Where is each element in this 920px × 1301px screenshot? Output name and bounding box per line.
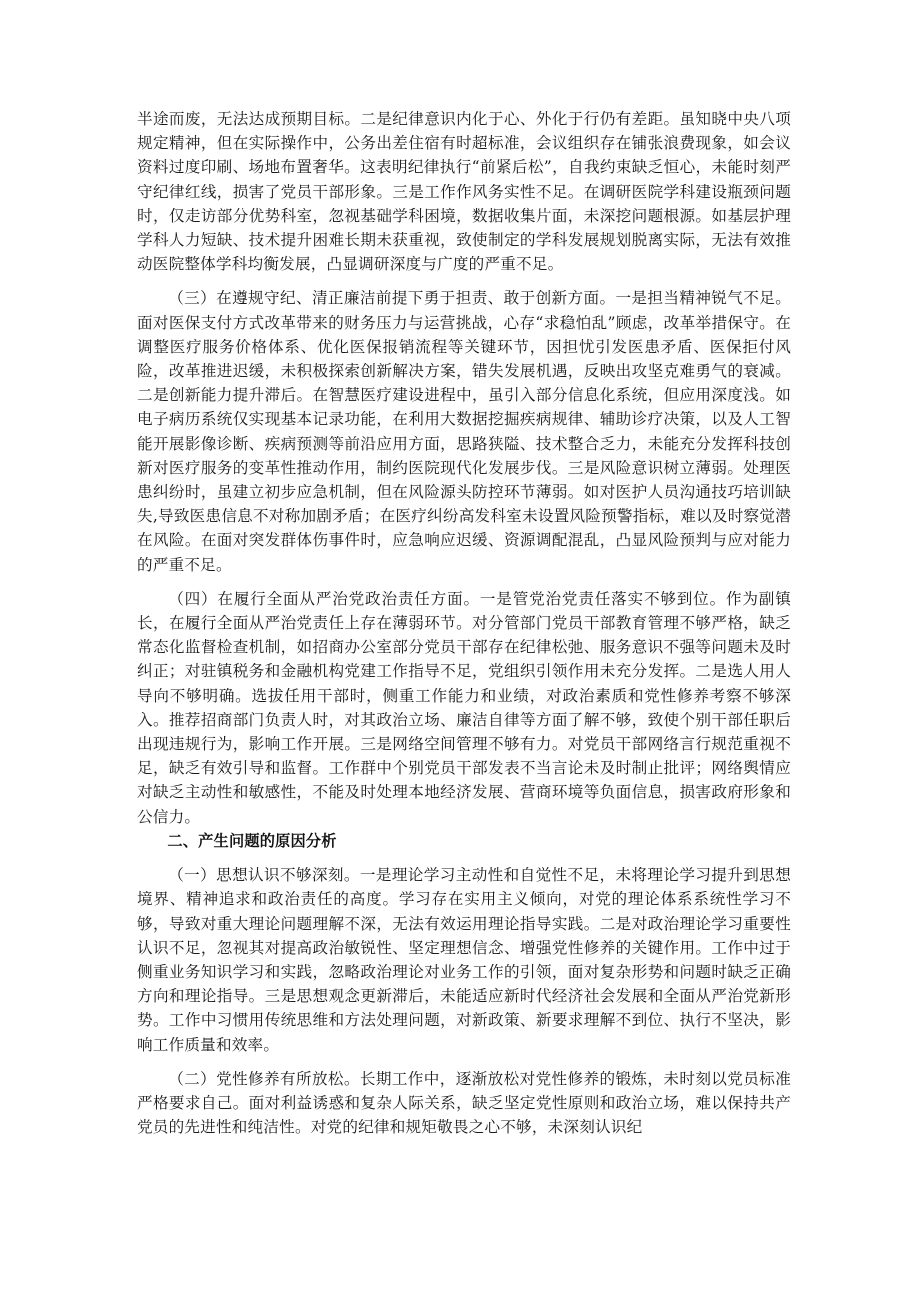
- paragraph-cause-1: （一）思想认识不够深刻。一是理论学习主动性和自觉性不足，未将理论学习提升到思想境界、精神追求和政治责任的高度。学习存在实用主义倾向，对党的理论体系系统性学习不够，导致对重大理论问题理解不深，无法有效运用理论指导实践。二是对政治理论学习重要性认识不足，忽视其对提高政治敏锐性、坚定理想信念、增强党性修养的关键作用。工作中过于侧重业务知识学习和实践，忽略政治理论对业务工作的引领，面对复杂形势和问题时缺乏正确方向和理论指导。三是思想观念更新滞后，未能适应新时代经济社会发展和全面从严治党新形势。工作中习惯用传统思维和方法处理问题，对新政策、新要求理解不到位、执行不坚决，影响工作质量和效率。: [137, 866, 791, 1054]
- paragraph-section-4: （四）在履行全面从严治党政治责任方面。一是管党治党责任落实不够到位。作为副镇长，在履行全面从严治党责任上存在薄弱环节。对分管部门党员干部教育管理不够严格，缺乏常态化监督检查机制，如招商办公室部分党员干部存在纪律松弛、服务意识不强等问题未及时纠正；对驻镇税务和金融机构党建工作指导不足，党组织引领作用未充分发挥。二是选人用人导向不够明确。选拔任用干部时，侧重工作能力和业绩，对政治素质和党性修养考察不够深入。推荐招商部门负责人时，对其政治立场、廉洁自律等方面了解不够，致使个别干部任职后出现违规行为，影响工作开展。三是网络空间管理不够有力。对党员干部网络言行规范重视不足，缺乏有效引导和监督。工作群中个别党员干部发表不当言论未及时制止批评；网络舆情应对缺乏主动性和敏感性，不能及时处理本地经济发展、营商环境等负面信息，损害政府形象和公信力。: [137, 589, 791, 826]
- section-heading-cause-analysis: 二、产生问题的原因分析: [167, 831, 337, 850]
- paragraph-continuation: 半途而废，无法达成预期目标。二是纪律意识内化于心、外化于行仍有差距。虽知晓中央八项规定精神，但在实际操作中，公务出差住宿有时超标准，会议组织存在铺张浪费现象，如会议资料过度印刷、场地布置奢华。这表明纪律执行“前紧后松”，自我约束缺乏恒心，未能时刻严守纪律红线，损害了党员干部形象。三是工作作风务实性不足。在调研医院学科建设瓶颈问题时，仅走访部分优势科室，忽视基础学科困境，数据收集片面，未深挖问题根源。如基层护理学科人力短缺、技术提升困难长期未获重视，致使制定的学科发展规划脱离实际，无法有效推动医院整体学科均衡发展，凸显调研深度与广度的严重不足。: [137, 110, 791, 274]
- document-body: [137, 107, 791, 1139]
- paragraph-cause-2: （二）党性修养有所放松。长期工作中，逐渐放松对党性修养的锻炼，未时刻以党员标准严格要求自己。面对利益诱惑和复杂人际关系，缺乏坚定党性原则和政治立场，难以保持共产党员的先进性和纯洁性。对党的纪律和规矩敬畏之心不够，未深刻认识纪: [137, 1069, 791, 1137]
- paragraph-section-3: （三）在遵规守纪、清正廉洁前提下勇于担责、敢于创新方面。一是担当精神锐气不足。面对医保支付方式改革带来的财务压力与运营挑战，心存“求稳怕乱”顾虑，改革举措保守。在调整医疗服务价格体系、优化医保报销流程等关键环节，因担忧引发医患矛盾、医保拒付风险，改革推进迟缓，未积极探索创新解决方案，错失发展机遇，反映出攻坚克难勇气的衰减。二是创新能力提升滞后。在智慧医疗建设进程中，虽引入部分信息化系统，但应用深度浅。如电子病历系统仅实现基本记录功能，在利用大数据挖掘疾病规律、辅助诊疗决策，以及人工智能开展影像诊断、疾病预测等前沿应用方面，思路狭隘、技术整合乏力，未能充分发挥科技创新对医疗服务的变革性推动作用，制约医院现代化发展步伐。三是风险意识树立薄弱。处理医患纠纷时，虽建立初步应急机制，但在风险源头防控环节薄弱。如对医护人员沟通技巧培训缺失,导致医患信息不对称加剧矛盾；在医疗纠纷高发科室未设置风险预警指标，难以及时察觉潜在风险。在面对突发群体伤事件时，应急响应迟缓、资源调配混乱，凸显风险预判与应对能力的严重不足。: [137, 289, 791, 574]
